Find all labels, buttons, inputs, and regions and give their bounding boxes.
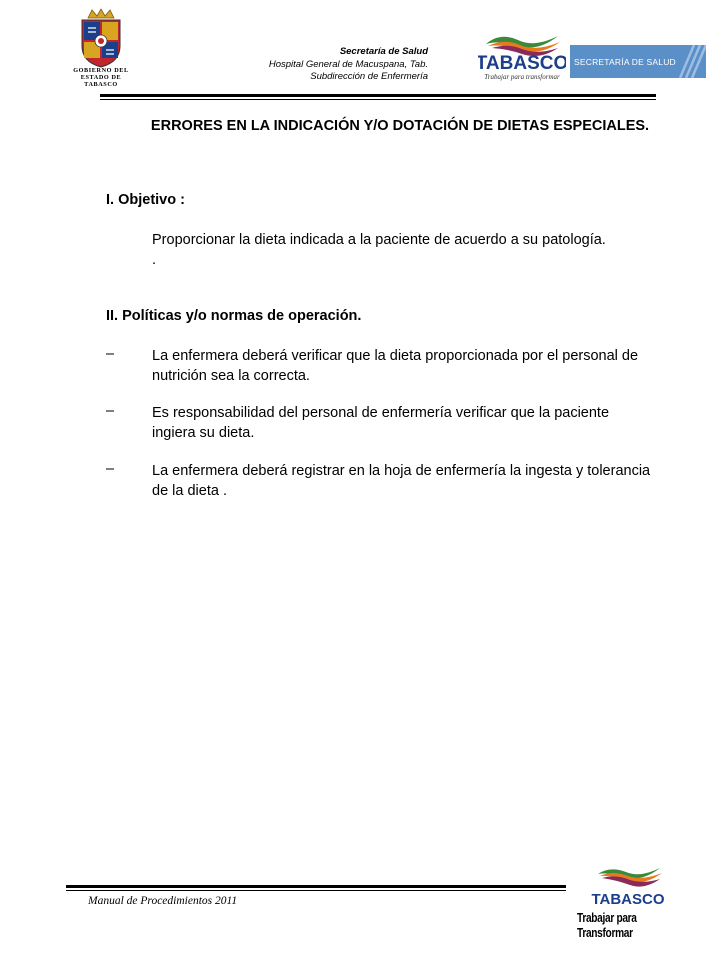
tabasco-swoosh-icon [598, 868, 662, 887]
institution-header [210, 46, 428, 84]
crest-text-line-2: ESTADO DE [80, 74, 122, 81]
dash-bullet: – [106, 461, 115, 477]
footer-rule-thin [66, 890, 566, 891]
document-title: ERRORES EN LA INDICACIÓN Y/O DOTACIÓN DE DIETAS ESPECIALES. [150, 118, 650, 134]
crest-text-line-1: GOBIERNO DEL [73, 67, 129, 74]
footer-slogan: Trabajar para Transformar [577, 910, 637, 940]
secretaria-salud-badge [570, 45, 706, 78]
header-rule-thin [100, 99, 656, 100]
tabasco-logo [478, 30, 566, 82]
list-item-text: La enfermera deberá registrar en la hoja de enfermería la ingesta y tolerancia de la dieta . [152, 463, 651, 499]
hospital-name: Hospital General de Macuspana, Tab. [268, 58, 428, 70]
institution-name: Secretaría de Salud [339, 46, 428, 57]
department-name: Subdirección de Enfermería [310, 71, 428, 82]
stripes-icon [674, 45, 706, 78]
section-heading-objetivo: I. Objetivo : [106, 192, 185, 208]
crest-text-line-3: TABASCO [84, 81, 118, 88]
header-rule-thick [100, 94, 656, 97]
objetivo-paragraph: Proporcionar la dieta indicada a la paciente de acuerdo a su patología. . [152, 232, 606, 268]
section-heading-politicas: II. Políticas y/o normas de operación. [106, 308, 362, 324]
tabasco-logo-word: TABASCO [478, 53, 566, 74]
list-item-text: La enfermera deberá verificar que la dieta proporcionada por el personal de nutrición sea la correcta. [152, 348, 639, 384]
tabasco-logo-slogan: Trabajar para transformar [484, 73, 560, 81]
dash-bullet: – [106, 346, 115, 362]
footer-caption: Manual de Procedimientos 2011 [88, 895, 238, 907]
salud-badge-label: SECRETARÍA DE SALUD [574, 57, 676, 67]
dash-bullet: – [106, 403, 115, 419]
list-item-text: Es responsabilidad del personal de enfermería verificar que la paciente ingiera su dieta. [152, 405, 610, 441]
footer-logo-word: TABASCO [591, 891, 665, 908]
footer-rule-thick [66, 885, 566, 888]
